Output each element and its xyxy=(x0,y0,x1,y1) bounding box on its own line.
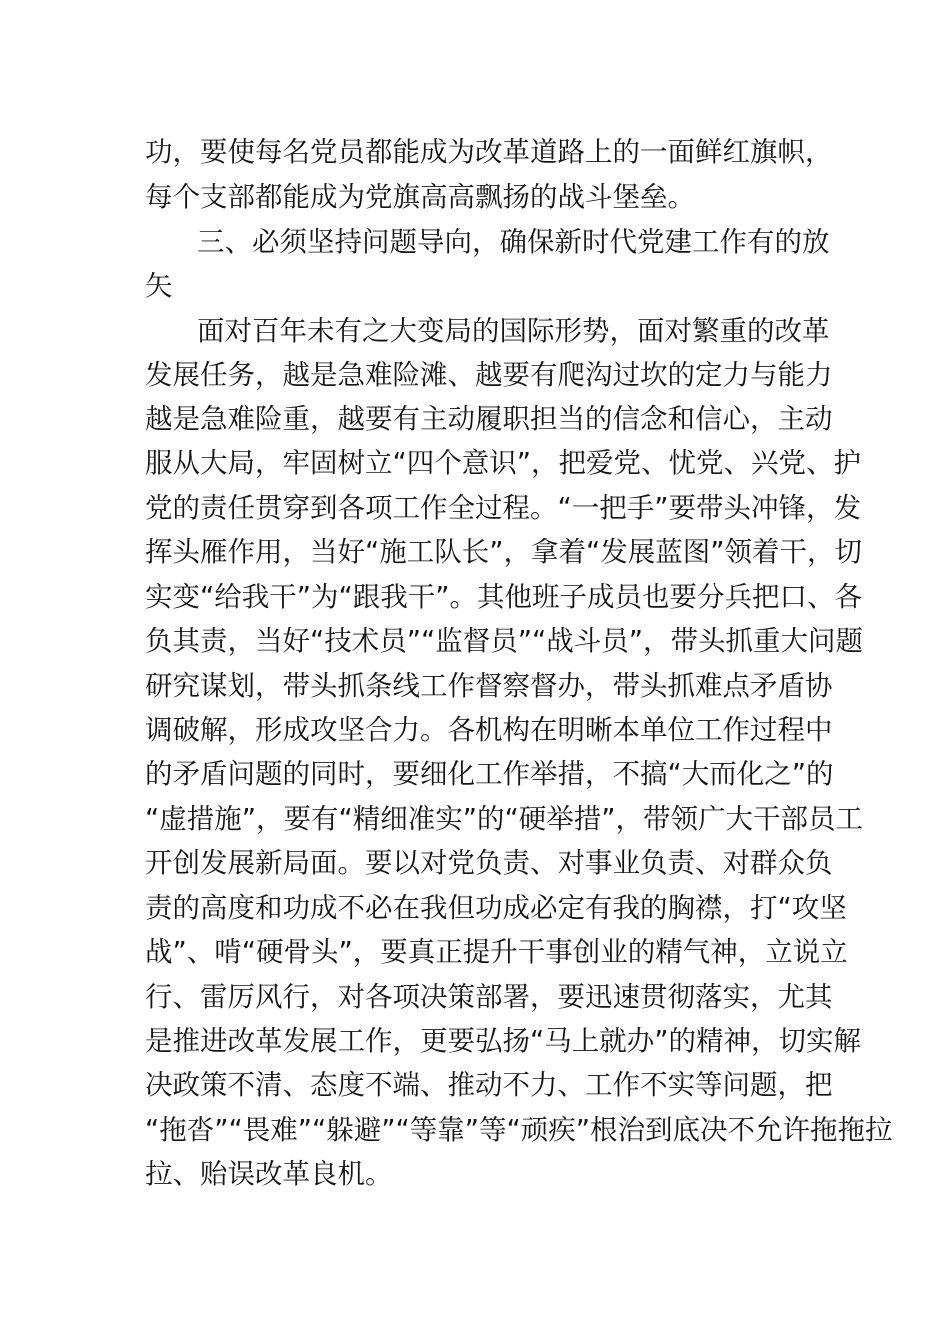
text-line: 负其责，当好“技术员”“监督员”“战斗员”，带头抓重大问题 xyxy=(145,625,863,657)
text-line: 实变“给我干”为“跟我干”。其他班子成员也要分兵把口、各 xyxy=(145,581,862,613)
section-heading-continued: 矢 xyxy=(145,270,173,302)
text-line: 是推进改革发展工作，更要弘扬“马上就办”的精神，切实解 xyxy=(145,1025,861,1057)
text-line: 决政策不清、态度不端、推动不力、工作不实等问题，把 xyxy=(145,1069,833,1101)
text-line: 研究谋划，带头抓条线工作督察督办，带头抓难点矛盾协 xyxy=(145,670,833,702)
text-line: 每个支部都能成为党旗高高飘扬的战斗堡垒。 xyxy=(145,181,695,213)
text-line: 面对百年未有之大变局的国际形势，面对繁重的改革 xyxy=(197,315,830,347)
text-line: 调破解，形成攻坚合力。各机构在明晰本单位工作过程中 xyxy=(145,714,833,746)
text-line: 战”、啃“硬骨头”，要真正提升干事创业的精气神，立说立 xyxy=(145,936,848,968)
text-line: 功，要使每名党员都能成为改革道路上的一面鲜红旗帜， xyxy=(145,136,833,168)
text-line: 发展任务，越是急难险滩、越要有爬沟过坎的定力与能力 xyxy=(145,359,833,391)
text-line: 行、雷厉风行，对各项决策部署，要迅速贯彻落实，尤其 xyxy=(145,981,833,1013)
text-line: 越是急难险重，越要有主动履职担当的信念和信心，主动 xyxy=(145,403,833,435)
section-heading: 三、必须坚持问题导向，确保新时代党建工作有的放 xyxy=(197,226,830,258)
text-line: 拉、贻误改革良机。 xyxy=(145,1158,393,1190)
text-line: “拖沓”“畏难”“躲避”“等靠”等“顽疾”根治到底决不允许拖拖拉 xyxy=(145,1114,893,1146)
text-line: 党的责任贯穿到各项工作全过程。“一把手”要带头冲锋，发 xyxy=(145,492,861,524)
text-line: 的矛盾问题的同时，要细化工作举措，不搞“大而化之”的 xyxy=(145,758,834,790)
text-line: 责的高度和功成不必在我但功成必定有我的胸襟，打“攻坚 xyxy=(145,892,847,924)
text-line: 挥头雁作用，当好“施工队长”，拿着“发展蓝图”领着干，切 xyxy=(145,536,862,568)
text-line: 开创发展新局面。要以对党负责、对事业负责、对群众负 xyxy=(145,847,833,879)
text-line: 服从大局，牢固树立“四个意识”，把爱党、忧党、兴党、护 xyxy=(145,447,861,479)
text-line: “虚措施”，要有“精细准实”的“硬举措”，带领广大干部员工 xyxy=(145,803,863,835)
